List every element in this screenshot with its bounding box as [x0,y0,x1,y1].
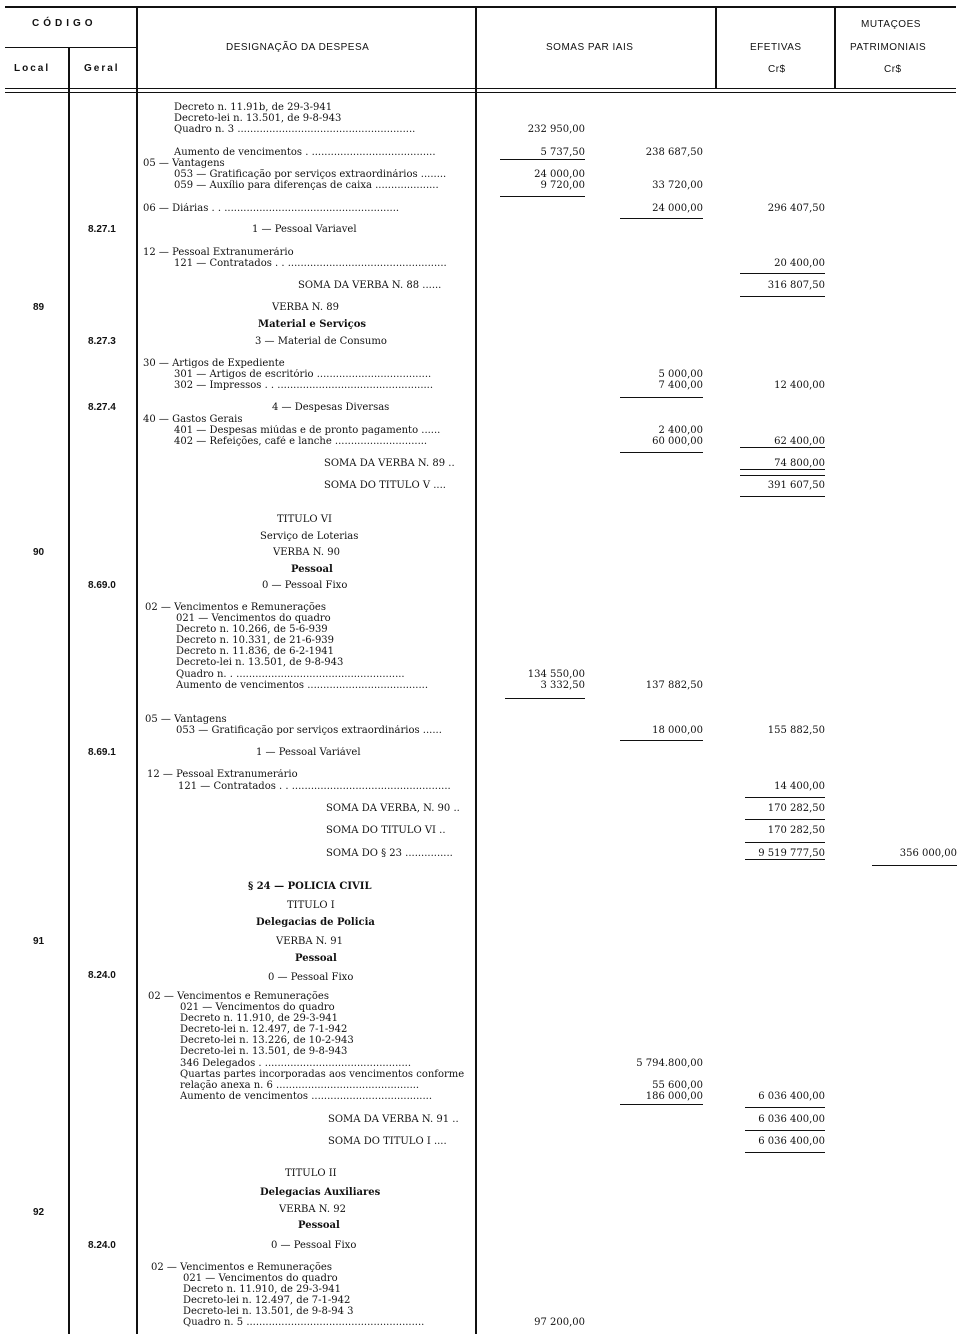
line-item: 121 — Contratados . . .................................................. [174,258,447,269]
line-item: VERBA N. 89 [272,302,339,313]
amount-c: 170 282,50 [767,803,825,814]
line-item: Decreto n. 11.91b, de 29-3-941 [174,102,333,113]
subtotal-rule [620,397,703,398]
header-codigo: CÓDIGO [32,18,97,29]
amount-a: 24 000,00 [534,169,585,180]
line-item: 401 — Despesas miúdas e de pronto pagamento ...... [174,425,441,436]
amount-b: 7 400,00 [658,380,703,391]
amount-a: 3 332,50 [540,680,585,691]
line-item: 02 — Vencimentos e Remunerações [145,602,326,613]
subtotal-rule [740,475,825,476]
line-item: 301 — Artigos de escritório .................................... [174,369,432,380]
line-item: Delegacias Auxiliares [260,1187,381,1198]
subtotal-rule [745,1107,825,1108]
col-divider-designacao [475,8,477,1334]
amount-b: 60 000,00 [652,436,703,447]
line-item: § 24 — POLICIA CIVIL [248,881,372,892]
amount-a: 5 737,50 [540,147,585,158]
header-patrimoniais: PATRIMONIAIS [850,42,927,53]
line-item: 053 — Gratificação por serviços extraordinários ........ [174,169,447,180]
line-item: 121 — Contratados . . .................................................. [178,781,451,792]
line-item: Decreto n. 11.910, de 29-3-941 [180,1013,339,1024]
col-divider-somas [715,8,717,88]
line-item: 059 — Auxílio para diferenças de caixa .................... [174,180,439,191]
subtotal-rule [620,740,703,741]
line-item: SOMA DO TITULO V .... [324,480,446,491]
header-mutacoes: MUTAÇOES [861,19,921,30]
amount-c: 391 607,50 [767,480,825,491]
subtotal-rule [740,469,825,470]
top-rule [5,6,956,8]
amount-c: 20 400,00 [774,258,825,269]
header-local: Local [14,63,51,74]
line-item: 12 — Pessoal Extranumerário [143,247,294,258]
code-geral: 8.24.0 [88,1240,116,1251]
header-geral: Geral [84,63,120,74]
line-item: 021 — Vencimentos do quadro [183,1273,338,1284]
subtotal-rule [745,1130,825,1131]
line-item: Pessoal [298,1220,340,1231]
amount-b: 24 000,00 [652,203,703,214]
line-item: Quadro n. 5 ........................................................ [183,1317,425,1328]
subtotal-rule [505,698,585,699]
subtotal-rule [745,842,825,843]
line-item: 05 — Vantagens [145,714,227,725]
subtotal-rule [740,296,825,297]
line-item: TITULO VI [277,514,332,525]
header-designacao: DESIGNAÇÃO DA DESPESA [226,42,370,53]
line-item: TITULO I [287,900,335,911]
line-item: Material e Serviços [258,319,367,330]
amount-b: 2 400,00 [658,425,703,436]
subtotal-rule [740,447,825,448]
header-patrimoniais-cr: Cr$ [884,64,902,75]
header-efetivas: EFETIVAS [750,42,802,53]
line-item: VERBA N. 90 [273,547,340,558]
code-geral: 8.27.1 [88,224,116,235]
col-divider-geral [136,8,138,1334]
line-item: 30 — Artigos de Expediente [143,358,285,369]
header-bottom-rule-2 [5,92,956,93]
amount-d: 356 000,00 [899,848,957,859]
line-item: SOMA DO TITULO I .... [328,1136,447,1147]
amount-a: 9 720,00 [540,180,585,191]
line-item: Decreto-lei n. 12.497, de 7-1-942 [183,1295,351,1306]
line-item: 40 — Gastos Gerais [143,414,243,425]
amount-b: 186 000,00 [645,1091,703,1102]
line-item: 06 — Diárias . . ....................................................... [143,203,400,214]
header-efetivas-cr: Cr$ [768,64,786,75]
line-item: Quadro n. 3 ........................................................ [174,124,416,135]
subtotal-rule [745,797,825,798]
code-local: 92 [33,1207,45,1218]
code-geral: 8.27.3 [88,336,116,347]
amount-b: 238 687,50 [645,147,703,158]
line-item: SOMA DA VERBA N. 91 .. [328,1114,459,1125]
line-item: Aumento de vencimentos ...................................... [180,1091,433,1102]
line-item: 021 — Vencimentos do quadro [176,613,331,624]
amount-c: 62 400,00 [774,436,825,447]
amount-b: 137 882,50 [645,680,703,691]
amount-c: 9 519 777,50 [758,848,825,859]
line-item: 0 — Pessoal Fixo [262,580,348,591]
header-bottom-rule [5,88,956,89]
line-item: 021 — Vencimentos do quadro [180,1002,335,1013]
header-somas: SOMAS PAR IAIS [546,42,634,53]
line-item: Pessoal [291,564,333,575]
subtotal-rule [740,496,825,497]
amount-c: 296 407,50 [767,203,825,214]
amount-b: 5 000,00 [658,369,703,380]
code-local: 90 [33,547,45,558]
amount-b: 18 000,00 [652,725,703,736]
line-item: SOMA DO § 23 ............... [326,848,453,859]
line-item: SOMA DA VERBA N. 88 ...... [298,280,442,291]
line-item: relação anexa n. 6 ............................................. [180,1080,420,1091]
line-item: 3 — Material de Consumo [255,336,387,347]
code-geral: 8.27.4 [88,402,116,413]
amount-c: 170 282,50 [767,825,825,836]
amount-c: 6 036 400,00 [758,1136,825,1147]
line-item: 05 — Vantagens [143,158,225,169]
amount-b: 55 600,00 [652,1080,703,1091]
line-item: VERBA N. 92 [279,1204,346,1215]
line-item: Decreto-lei n. 12.497, de 7-1-942 [180,1024,348,1035]
line-item: 1 — Pessoal Variável [256,747,361,758]
subtotal-rule [620,452,703,453]
line-item: Aumento de vencimentos . ....................................... [174,147,436,158]
code-local: 91 [33,936,45,947]
amount-a: 134 550,00 [527,669,585,680]
line-item: 302 — Impressos . . ................................................. [174,380,434,391]
code-local: 89 [33,302,45,313]
amount-c: 6 036 400,00 [758,1091,825,1102]
amount-b: 5 794.800,00 [636,1058,703,1069]
line-item: 402 — Refeições, café e lanche ............................. [174,436,428,447]
line-item: Decreto-lei n. 13.501, de 9-8-94 3 [183,1306,354,1317]
line-item: SOMA DA VERBA N. 89 .. [324,458,455,469]
line-item: 12 — Pessoal Extranumerário [147,769,298,780]
amount-c: 6 036 400,00 [758,1114,825,1125]
line-item: 346 Delegados . .............................................. [180,1058,411,1069]
line-item: 0 — Pessoal Fixo [268,972,354,983]
amount-c: 155 882,50 [767,725,825,736]
line-item: Quartas partes incorporadas aos vencimentos conforme [180,1069,465,1080]
subtotal-rule [500,159,585,160]
amount-c: 74 800,00 [774,458,825,469]
subtotal-rule [745,819,825,820]
col-divider-local [68,48,70,1334]
line-item: TITULO II [285,1168,337,1179]
line-item: Aumento de vencimentos ...................................... [176,680,429,691]
amount-a: 97 200,00 [534,1317,585,1328]
amount-c: 12 400,00 [774,380,825,391]
subtotal-rule [872,865,957,866]
line-item: Decreto n. 10.331, de 21-6-939 [176,635,335,646]
amount-c: 316 807,50 [767,280,825,291]
line-item: Decreto n. 10.266, de 5-6-939 [176,624,328,635]
line-item: Decreto n. 11.910, de 29-3-941 [183,1284,342,1295]
line-item: Pessoal [295,953,337,964]
line-item: 0 — Pessoal Fixo [271,1240,357,1251]
line-item: SOMA DA VERBA, N. 90 .. [326,803,460,814]
subtotal-rule [620,1104,703,1105]
subtotal-rule [745,859,825,860]
line-item: Decreto-lei n. 13.226, de 10-2-943 [180,1035,354,1046]
codigo-underline [5,47,136,48]
line-item: Decreto-lei n. 13.501, de 9-8-943 [174,113,342,124]
line-item: SOMA DO TITULO VI .. [326,825,446,836]
line-item: VERBA N. 91 [276,936,343,947]
line-item: Decreto n. 11.836, de 6-2-1941 [176,646,335,657]
line-item: 4 — Despesas Diversas [272,402,390,413]
line-item: Delegacias de Policia [256,917,375,928]
subtotal-rule [745,1152,825,1153]
code-geral: 8.24.0 [88,970,116,981]
subtotal-rule [620,218,703,219]
line-item: Quadro n. . ..................................................... [176,669,405,680]
col-divider-efetivas [834,8,836,88]
line-item: 02 — Vencimentos e Remunerações [151,1262,332,1273]
code-geral: 8.69.0 [88,580,116,591]
code-geral: 8.69.1 [88,747,116,758]
line-item: 1 — Pessoal Variavel [252,224,357,235]
amount-a: 232 950,00 [527,124,585,135]
amount-c: 14 400,00 [774,781,825,792]
line-item: 02 — Vencimentos e Remunerações [148,991,329,1002]
line-item: Serviço de Loterias [260,531,359,542]
amount-b: 33 720,00 [652,180,703,191]
subtotal-rule [500,196,585,197]
line-item: Decreto-lei n. 13.501, de 9-8-943 [176,657,344,668]
subtotal-rule [740,273,825,274]
line-item: 053 — Gratificação por serviços extraordinários ...... [176,725,442,736]
line-item: Decreto-lei n. 13.501, de 9-8-943 [180,1046,348,1057]
